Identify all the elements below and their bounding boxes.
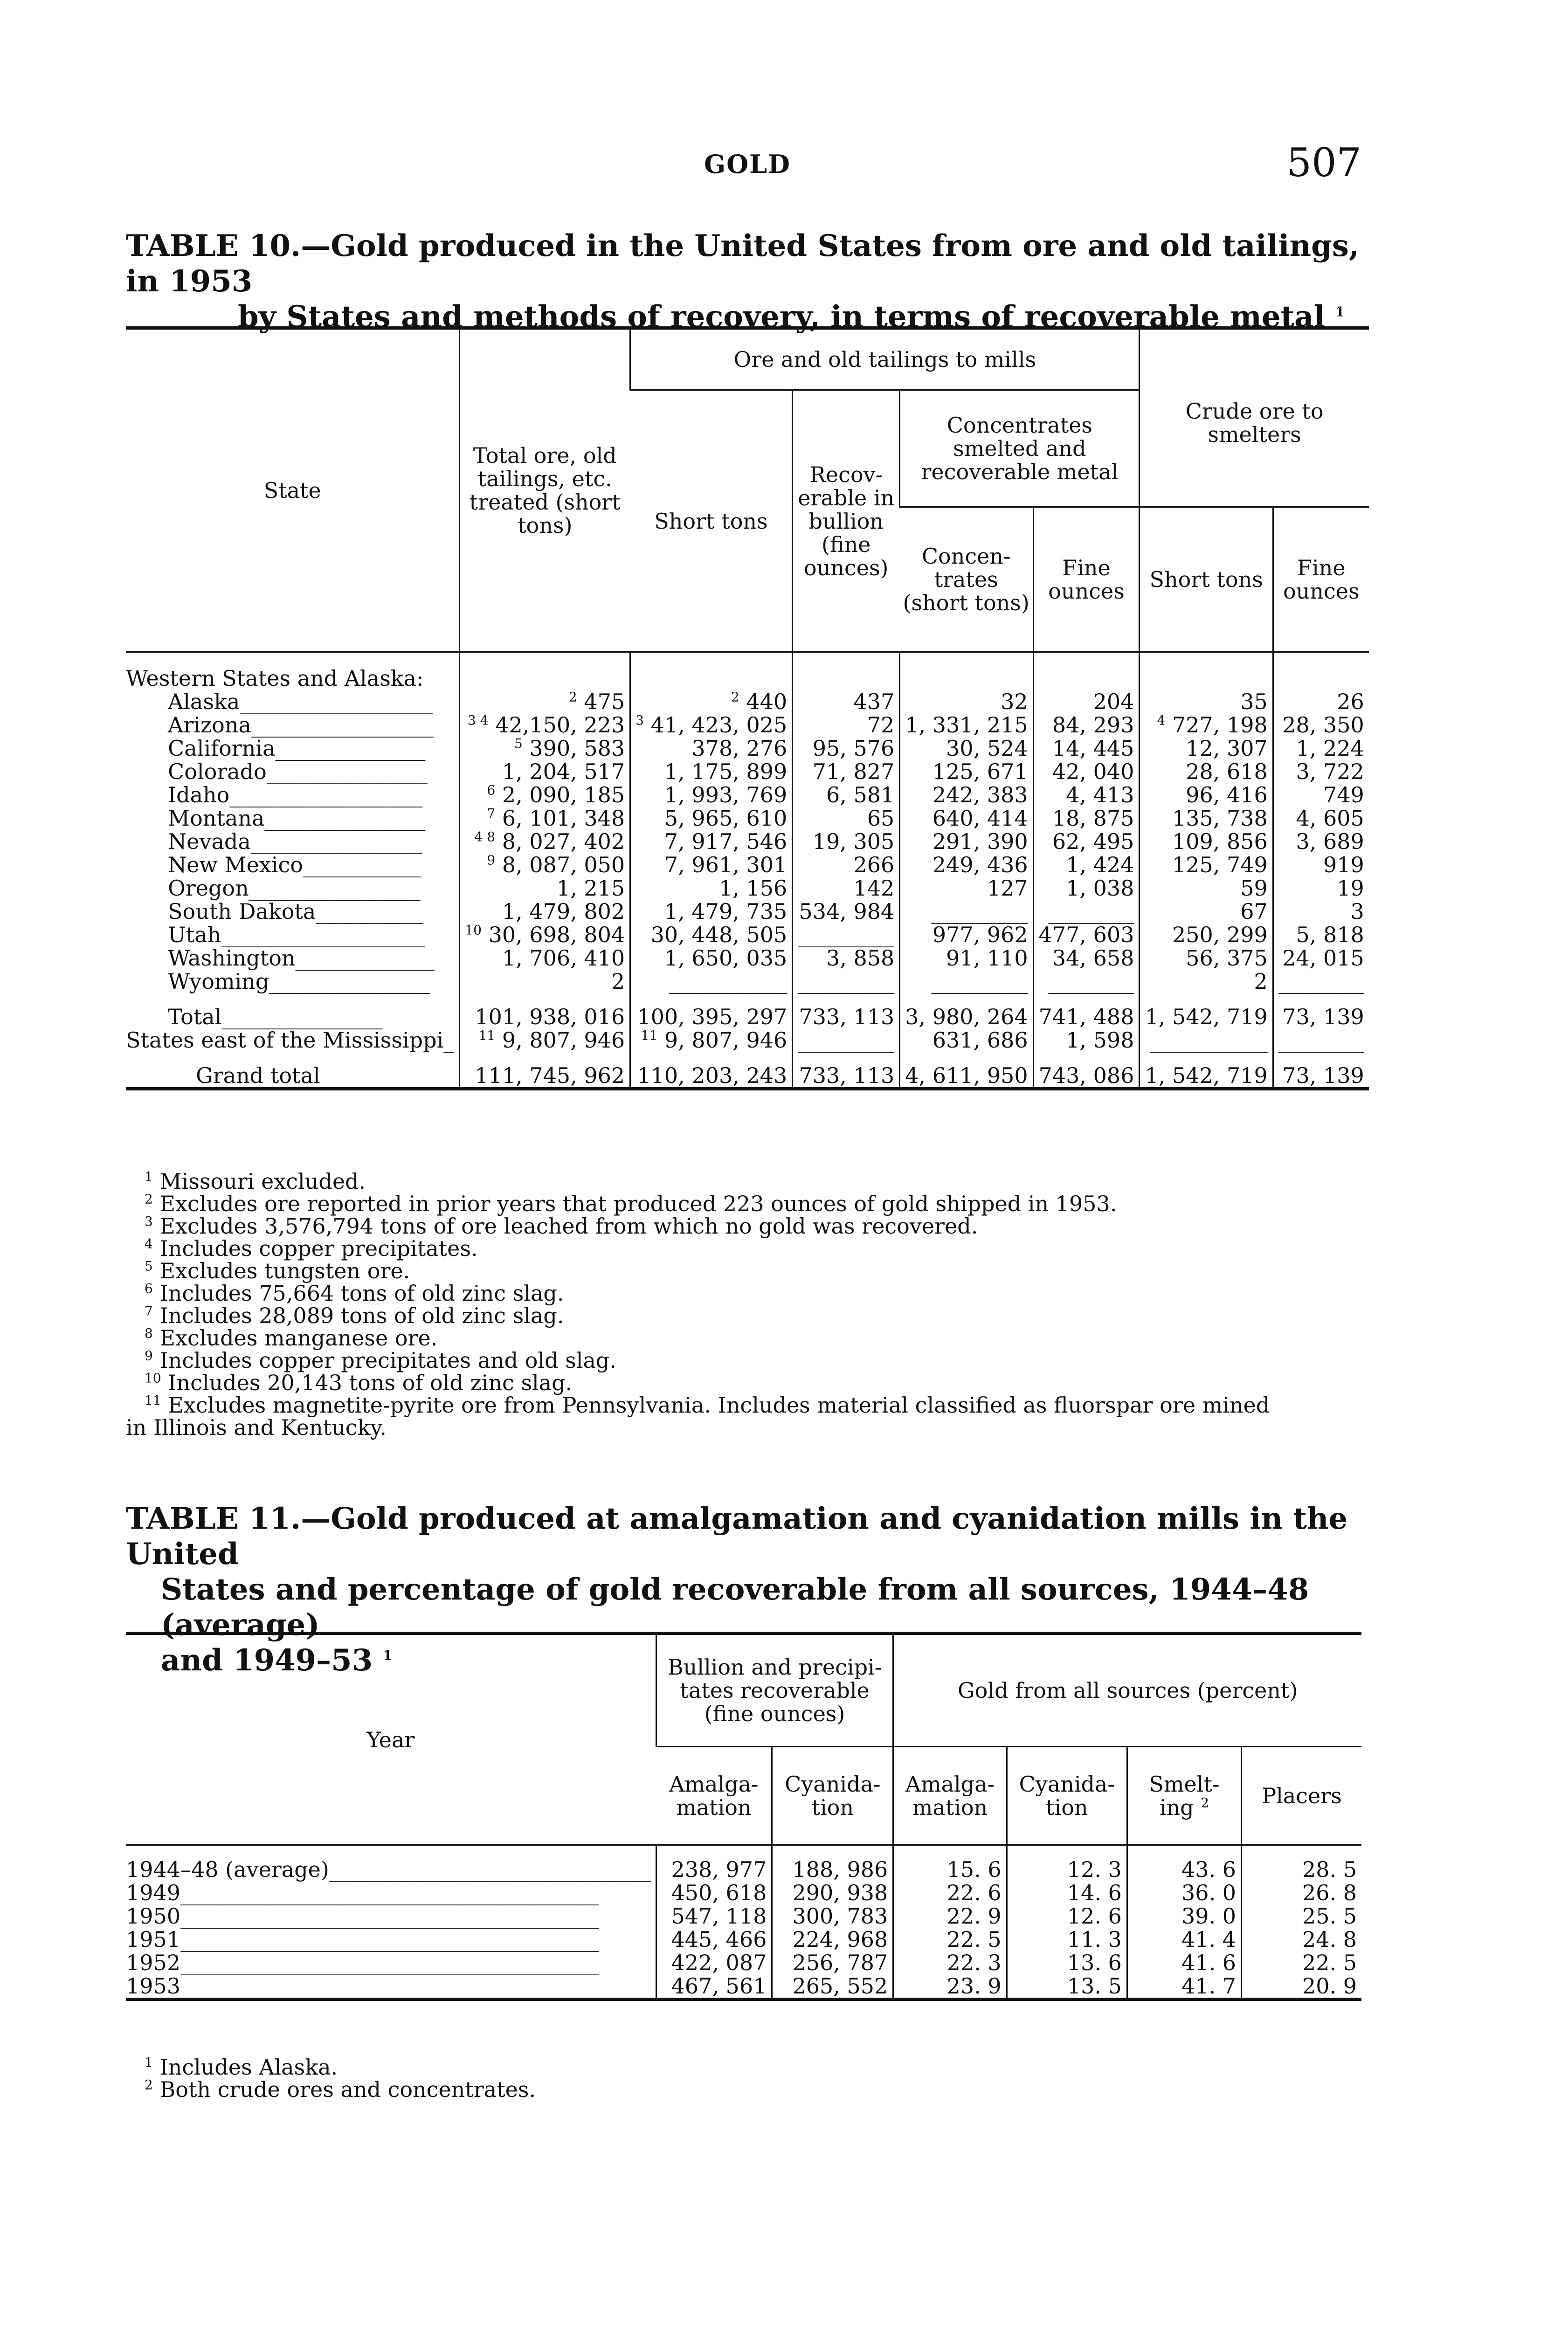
header-state: State [126, 328, 460, 652]
concentrate-tons: 30, 524 [900, 737, 1033, 760]
crude-ounces: 73, 139 [1273, 1005, 1369, 1028]
amalgamation-ounces: 422, 087 [656, 1951, 772, 1974]
header-cyanidation-pct: Cyanida-tion [1007, 1747, 1127, 1845]
table-10 [126, 326, 1369, 1090]
state-name: Colorado_______________ [168, 759, 428, 784]
concentrate-tons: 640, 414 [900, 807, 1033, 830]
mill-short-tons: $^3$ 41, 423, 025 [630, 713, 793, 737]
crude-ounces: 73, 139 [1273, 1064, 1369, 1089]
total-ore: 1, 706, 410 [460, 946, 630, 970]
header-mill-short-tons: Short tons [630, 390, 793, 652]
footnote-ref: 9 [487, 852, 496, 868]
mill-short-tons: $^{11}$ 9, 807, 946 [630, 1028, 793, 1052]
crude-ounces: 28, 350 [1273, 713, 1369, 737]
bullion-ounces: 437 [793, 690, 900, 713]
table-row [126, 876, 1369, 900]
placers-percent: 22. 5 [1242, 1951, 1361, 1974]
leader-dots: _______________ [264, 806, 426, 831]
state-name: Total_______________ [168, 1004, 383, 1029]
amalgamation-percent: 22. 3 [893, 1951, 1007, 1974]
bullion-ounces: 71, 827 [793, 760, 900, 783]
bullion-ounces: 3, 858 [793, 946, 900, 970]
crude-ounces: 5, 818 [1273, 923, 1369, 946]
crude-ounces: ________ [1273, 970, 1369, 993]
concentrate-tons: 4, 611, 950 [900, 1064, 1033, 1089]
header-bullion-group: Bullion and precipi-tates recoverable (fine ounces) [656, 1634, 893, 1747]
table-11-caption-line1: TABLE 11.—Gold produced at amalgamation and cyanidation mills in the United [126, 1501, 1348, 1572]
crude-short-tons: 59 [1140, 876, 1273, 900]
bullion-ounces: 72 [793, 713, 900, 737]
total-ore: $^{3 4}$ 42,150, 223 [460, 713, 630, 737]
table-row [126, 713, 1369, 737]
concentrate-tons: 1, 331, 215 [900, 713, 1033, 737]
concentrate-ounces: 34, 658 [1033, 946, 1140, 970]
table-row [126, 946, 1369, 970]
table-11 [126, 1632, 1361, 2001]
table-row [126, 923, 1369, 946]
total-ore: 1, 479, 802 [460, 900, 630, 923]
bullion-ounces: 95, 576 [793, 737, 900, 760]
crude-short-tons: 35 [1140, 690, 1273, 713]
bullion-ounces: 19, 305 [793, 830, 900, 853]
total-ore: $^7$ 6, 101, 348 [460, 807, 630, 830]
leader-dots: _______________ [221, 1004, 383, 1029]
footnote: $^{10}$ Includes 20,143 tons of old zinc slag. [145, 1370, 573, 1395]
table-row [126, 1951, 1361, 1974]
total-ore: 2 [460, 970, 630, 993]
smelting-percent: 41. 7 [1127, 1974, 1241, 2000]
amalgamation-ounces: 445, 466 [656, 1928, 772, 1951]
state-name: Grand total___________ [126, 1064, 460, 1089]
crude-short-tons: 109, 856 [1140, 830, 1273, 853]
mill-short-tons: 7, 917, 546 [630, 830, 793, 853]
leader-dots: _______________________________________ [180, 1950, 599, 1975]
leader-dots: ________________ [249, 876, 421, 901]
table-row [126, 1881, 1361, 1904]
crude-short-tons: 96, 416 [1140, 783, 1273, 807]
total-ore: $^2$ 475 [460, 690, 630, 713]
mill-short-tons: 1, 156 [630, 876, 793, 900]
header-year: Year [126, 1634, 656, 1845]
amalgamation-percent: 23. 9 [893, 1974, 1007, 2000]
table-row [126, 1005, 1369, 1028]
concentrate-ounces: ________ [1033, 900, 1140, 923]
header-bullion: Recov-erable in bullion (fine ounces) [793, 390, 900, 652]
bullion-ounces: _________ [793, 970, 900, 993]
amalgamation-ounces: 238, 977 [656, 1858, 772, 1881]
state-name: States east of the Mississippi_ [126, 1028, 455, 1053]
concentrate-tons: 977, 962 [900, 923, 1033, 946]
crude-ounces: 26 [1273, 690, 1369, 713]
header-amalgamation-pct: Amalga-mation [893, 1747, 1007, 1845]
header-mills-group: Ore and old tailings to mills [630, 328, 1140, 390]
state-name: Montana_______________ [168, 806, 426, 831]
crude-short-tons: 2 [1140, 970, 1273, 993]
crude-ounces: 1, 224 [1273, 737, 1369, 760]
concentrate-ounces: 204 [1033, 690, 1140, 713]
total-ore: 111, 745, 962 [460, 1064, 630, 1089]
concentrate-tons: 32 [900, 690, 1033, 713]
bullion-ounces: 65 [793, 807, 900, 830]
concentrate-ounces: 62, 495 [1033, 830, 1140, 853]
leader-dots: ___________ [320, 1063, 438, 1088]
bullion-ounces: 266 [793, 853, 900, 876]
concentrate-ounces: 1, 424 [1033, 853, 1140, 876]
smelting-percent: 41. 4 [1127, 1928, 1241, 1951]
placers-percent: 26. 8 [1242, 1881, 1361, 1904]
header-crude-tons: Short tons [1140, 507, 1273, 652]
amalgamation-ounces: 547, 118 [656, 1904, 772, 1928]
concentrate-ounces: 743, 086 [1033, 1064, 1140, 1089]
total-ore: 101, 938, 016 [460, 1005, 630, 1028]
table-row [126, 1928, 1361, 1951]
table-row [126, 1028, 1369, 1052]
smelting-percent: 36. 0 [1127, 1881, 1241, 1904]
table-10-footnotes [126, 1170, 1361, 1439]
leader-dots: _______________ [269, 969, 430, 994]
cyanidation-ounces: 256, 787 [772, 1951, 893, 1974]
header-cyanidation: Cyanida-tion [772, 1747, 893, 1845]
bullion-ounces: 6, 581 [793, 783, 900, 807]
concentrate-ounces: 741, 488 [1033, 1005, 1140, 1028]
header-total-ore: Total ore, old tailings, etc. treated (short tons) [460, 328, 630, 652]
footnote: $^{11}$ Excludes magnetite-pyrite ore from Pennsylvania. Includes material classified as fluorspar ore mined [145, 1393, 1270, 1418]
footnote: $^1$ Includes Alaska. [145, 2055, 338, 2080]
table-row [126, 760, 1369, 783]
state-name: Oregon________________ [168, 876, 421, 901]
year: 1953_______________________________________ [126, 1974, 656, 2000]
mill-short-tons: 1, 650, 035 [630, 946, 793, 970]
concentrate-tons: 91, 110 [900, 946, 1033, 970]
crude-short-tons: 67 [1140, 900, 1273, 923]
footnote: $^3$ Excludes 3,576,794 tons of ore leached from which no gold was recovered. [145, 1214, 978, 1239]
leader-dots: _____________ [295, 945, 435, 971]
crude-short-tons: 250, 299 [1140, 923, 1273, 946]
placers-percent: 24. 8 [1242, 1928, 1361, 1951]
footnote: $^9$ Includes copper precipitates and old slag. [145, 1348, 616, 1373]
mill-short-tons: 1, 175, 899 [630, 760, 793, 783]
leader-dots: __________________ [240, 689, 433, 714]
header-conc-group: Concentrates smelted and recoverable metal [900, 390, 1140, 507]
crude-ounces: 3, 722 [1273, 760, 1369, 783]
cyanidation-ounces: 224, 968 [772, 1928, 893, 1951]
placers-percent: 28. 5 [1242, 1858, 1361, 1881]
concentrate-ounces: ________ [1033, 970, 1140, 993]
footnote-ref: 3 [635, 712, 644, 728]
amalgamation-ounces: 467, 561 [656, 1974, 772, 2000]
leader-dots: ___________________ [221, 922, 425, 947]
footnote: $^8$ Excludes manganese ore. [145, 1325, 438, 1351]
cyanidation-ounces: 290, 938 [772, 1881, 893, 1904]
year: 1944–48 (average)______________________________ [126, 1857, 651, 1882]
table-11-caption-line2: States and percentage of gold recoverable from all sources, 1944–48 (average) [161, 1572, 1309, 1642]
amalgamation-percent: 15. 6 [893, 1858, 1007, 1881]
table-row [126, 1974, 1361, 2000]
smelting-percent: 43. 6 [1127, 1858, 1241, 1881]
crude-ounces: 19 [1273, 876, 1369, 900]
footnote: $^5$ Excludes tungsten ore. [145, 1258, 410, 1283]
cyanidation-percent: 12. 3 [1007, 1858, 1127, 1881]
mill-short-tons: 30, 448, 505 [630, 923, 793, 946]
mill-short-tons: 110, 203, 243 [630, 1064, 793, 1089]
table-row [126, 783, 1369, 807]
header-conc-tons: Concen-trates (short tons) [900, 507, 1033, 652]
table-10-caption-line2: by States and methods of recovery, in terms of recoverable metal [238, 299, 1325, 334]
footnote-ref: 5 [514, 736, 523, 752]
amalgamation-percent: 22. 9 [893, 1904, 1007, 1928]
table-row [126, 970, 1369, 993]
year: 1949_______________________________________ [126, 1880, 599, 1905]
state-name: Arizona_________________ [168, 712, 434, 738]
total-ore: $^5$ 390, 583 [460, 737, 630, 760]
table-11-caption-line3: and 1949–53 [161, 1643, 373, 1678]
cyanidation-percent: 13. 6 [1007, 1951, 1127, 1974]
leader-dots: ______________________________ [329, 1857, 651, 1882]
leader-dots: _ [443, 1028, 455, 1053]
crude-short-tons: 1, 542, 719 [1140, 1064, 1273, 1089]
placers-percent: 20. 9 [1242, 1974, 1361, 2000]
table-11-footnotes [126, 2056, 1361, 2101]
total-ore: $^{4 8}$ 8, 027, 402 [460, 830, 630, 853]
mill-short-tons: 7, 961, 301 [630, 853, 793, 876]
amalgamation-percent: 22. 5 [893, 1928, 1007, 1951]
bullion-ounces: 733, 113 [793, 1064, 900, 1089]
footnote-ref: 4 [1157, 712, 1166, 728]
table-row [126, 1064, 1369, 1089]
concentrate-ounces: 18, 875 [1033, 807, 1140, 830]
cyanidation-percent: 11. 3 [1007, 1928, 1127, 1951]
state-name: New Mexico___________ [168, 852, 421, 877]
crude-short-tons: 125, 749 [1140, 853, 1273, 876]
header-sources-group: Gold from all sources (percent) [893, 1634, 1361, 1747]
header-smelting: Smelt-ing $^2$ [1127, 1747, 1241, 1845]
table-11-caption-ref: 1 [383, 1648, 392, 1663]
table-row [126, 1858, 1361, 1881]
footnote: $^7$ Includes 28,089 tons of old zinc slag. [145, 1303, 564, 1328]
concentrate-ounces: 14, 445 [1033, 737, 1140, 760]
bullion-ounces: 534, 984 [793, 900, 900, 923]
footnote-ref: 4 8 [474, 829, 496, 845]
smelting-percent: 41. 6 [1127, 1951, 1241, 1974]
total-ore: $^6$ 2, 090, 185 [460, 783, 630, 807]
crude-short-tons: 56, 375 [1140, 946, 1273, 970]
table-row [126, 690, 1369, 713]
header-smelting-ref: 2 [1201, 1795, 1209, 1811]
bullion-ounces: _________ [793, 923, 900, 946]
leader-dots: _______________________________________ [180, 1903, 599, 1929]
table-10-caption-line1: TABLE 10.—Gold produced in the United States from ore and old tailings, in 1953 [126, 228, 1360, 299]
smelting-percent: 39. 0 [1127, 1904, 1241, 1928]
crude-ounces: 749 [1273, 783, 1369, 807]
bullion-ounces: 142 [793, 876, 900, 900]
cyanidation-ounces: 300, 783 [772, 1904, 893, 1928]
concentrate-ounces: 477, 603 [1033, 923, 1140, 946]
crude-short-tons: 1, 542, 719 [1140, 1005, 1273, 1028]
mill-short-tons: 1, 993, 769 [630, 783, 793, 807]
crude-short-tons: 12, 307 [1140, 737, 1273, 760]
footnote-ref: 3 4 [468, 712, 489, 728]
total-ore: $^{10}$ 30, 698, 804 [460, 923, 630, 946]
concentrate-tons: 3, 980, 264 [900, 1005, 1033, 1028]
crude-ounces: 3, 689 [1273, 830, 1369, 853]
table-row [126, 1904, 1361, 1928]
table-row [126, 807, 1369, 830]
leader-dots: _______________ [266, 759, 428, 784]
concentrate-ounces: 4, 413 [1033, 783, 1140, 807]
state-name: Washington_____________ [168, 945, 435, 971]
mill-short-tons: 1, 479, 735 [630, 900, 793, 923]
footnote-ref: 6 [487, 782, 496, 798]
leader-dots: ________________ [250, 829, 422, 854]
total-ore: $^9$ 8, 087, 050 [460, 853, 630, 876]
crude-ounces: 24, 015 [1273, 946, 1369, 970]
state-name: Wyoming_______________ [168, 969, 430, 994]
total-ore: 1, 215 [460, 876, 630, 900]
leader-dots: _______________________________________ [180, 1880, 599, 1905]
footnote-ref: 10 [465, 922, 482, 938]
concentrate-tons: 631, 686 [900, 1028, 1033, 1052]
table-row [126, 830, 1369, 853]
crude-ounces: 3 [1273, 900, 1369, 923]
year: 1952_______________________________________ [126, 1950, 599, 1975]
leader-dots: __________________ [229, 782, 423, 807]
mill-short-tons: $^2$ 440 [630, 690, 793, 713]
state-name: California______________ [168, 736, 426, 761]
footnote-ref: 11 [641, 1028, 658, 1043]
cyanidation-percent: 14. 6 [1007, 1881, 1127, 1904]
page-header [126, 140, 1361, 196]
header-crude-group: Crude ore to smelters [1140, 328, 1369, 507]
crude-ounces: 919 [1273, 853, 1369, 876]
leader-dots: __________ [316, 899, 423, 924]
footnote: $^4$ Includes copper precipitates. [145, 1236, 478, 1261]
concentrate-tons: _________ [900, 900, 1033, 923]
table-10-caption [126, 228, 1361, 335]
table-10-caption-ref: 1 [1335, 304, 1345, 320]
leader-dots: ___________ [303, 852, 421, 877]
crude-ounces: ________ [1273, 1028, 1369, 1052]
page-number: 507 [1286, 140, 1361, 186]
section-label: Western States and Alaska: [126, 666, 424, 691]
header-conc-fine: Fine ounces [1033, 507, 1140, 652]
mill-short-tons: 378, 276 [630, 737, 793, 760]
concentrate-tons: 249, 436 [900, 853, 1033, 876]
concentrate-ounces: 84, 293 [1033, 713, 1140, 737]
mill-short-tons: 100, 395, 297 [630, 1005, 793, 1028]
state-name: South Dakota__________ [168, 899, 423, 924]
state-name: Nevada________________ [168, 829, 422, 854]
cyanidation-ounces: 265, 552 [772, 1974, 893, 2000]
concentrate-ounces: 1, 598 [1033, 1028, 1140, 1052]
crude-short-tons: ___________ [1140, 1028, 1273, 1052]
concentrate-tons: 127 [900, 876, 1033, 900]
crude-ounces: 4, 605 [1273, 807, 1369, 830]
footnote: $^2$ Excludes ore reported in prior years that produced 223 ounces of gold shipped in 1953. [145, 1191, 1117, 1216]
crude-short-tons: 135, 738 [1140, 807, 1273, 830]
cyanidation-percent: 13. 5 [1007, 1974, 1127, 2000]
leader-dots: _________________ [251, 712, 434, 738]
concentrate-ounces: 1, 038 [1033, 876, 1140, 900]
mill-short-tons: ___________ [630, 970, 793, 993]
leader-dots: _______________________________________ [180, 1927, 599, 1952]
concentrate-tons: 125, 671 [900, 760, 1033, 783]
footnote-continuation: in Illinois and Kentucky. [126, 1415, 387, 1440]
bullion-ounces: 733, 113 [793, 1005, 900, 1028]
year: 1950_______________________________________ [126, 1903, 599, 1929]
running-title: GOLD [704, 149, 791, 179]
table-row [126, 900, 1369, 923]
footnote-ref: 2 [568, 689, 577, 705]
state-name: Alaska__________________ [168, 689, 433, 714]
bullion-ounces: _________ [793, 1028, 900, 1052]
table-row [126, 853, 1369, 876]
table-row [126, 737, 1369, 760]
leader-dots: ______________ [275, 736, 426, 761]
header-placers: Placers [1242, 1747, 1361, 1845]
amalgamation-percent: 22. 6 [893, 1881, 1007, 1904]
footnote: $^2$ Both crude ores and concentrates. [145, 2077, 536, 2102]
concentrate-tons: 291, 390 [900, 830, 1033, 853]
mill-short-tons: 5, 965, 610 [630, 807, 793, 830]
cyanidation-ounces: 188, 986 [772, 1858, 893, 1881]
footnote-ref: 2 [731, 689, 739, 705]
footnote-ref: 11 [478, 1028, 496, 1043]
total-ore: 1, 204, 517 [460, 760, 630, 783]
crude-short-tons: $^4$ 727, 198 [1140, 713, 1273, 737]
header-amalgamation: Amalga-mation [656, 1747, 772, 1845]
year: 1951_______________________________________ [126, 1927, 599, 1952]
state-name: Idaho__________________ [168, 782, 423, 807]
concentrate-tons: 242, 383 [900, 783, 1033, 807]
leader-dots: _______________________________________ [180, 1973, 599, 1999]
total-ore: $^{11}$ 9, 807, 946 [460, 1028, 630, 1052]
footnote: $^6$ Includes 75,664 tons of old zinc slag. [145, 1281, 564, 1306]
footnote: $^1$ Missouri excluded. [145, 1169, 366, 1194]
cyanidation-percent: 12. 6 [1007, 1904, 1127, 1928]
state-name: Utah___________________ [168, 922, 425, 947]
placers-percent: 25. 5 [1242, 1904, 1361, 1928]
amalgamation-ounces: 450, 618 [656, 1881, 772, 1904]
crude-short-tons: 28, 618 [1140, 760, 1273, 783]
header-crude-fine: Fine ounces [1273, 507, 1369, 652]
concentrate-tons: _________ [900, 970, 1033, 993]
concentrate-ounces: 42, 040 [1033, 760, 1140, 783]
footnote-ref: 7 [487, 806, 496, 821]
